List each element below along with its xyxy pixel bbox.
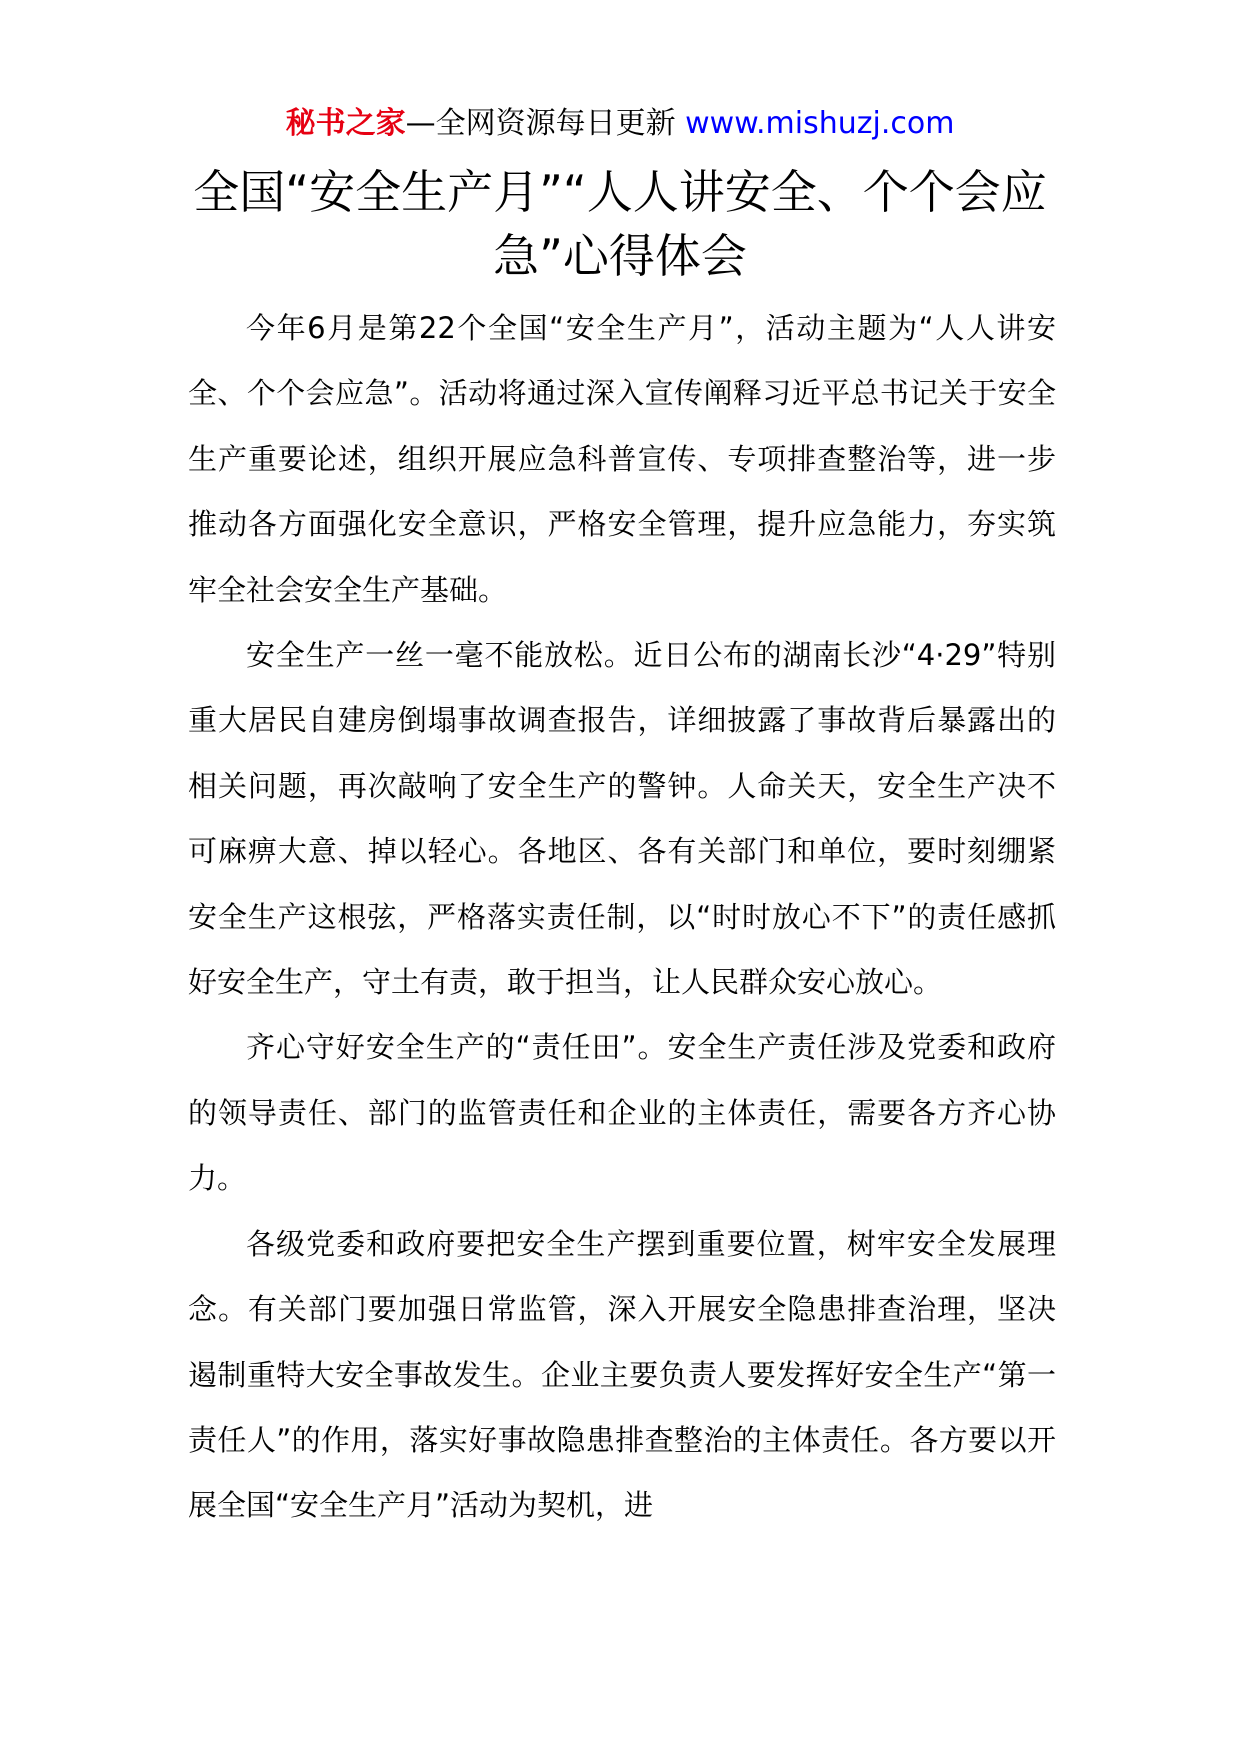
site-tagline: —全网资源每日更新 bbox=[405, 106, 676, 141]
paragraph: 今年6月是第22个全国“安全生产月”，活动主题为“人人讲安全、个个会应急”。活动将通过深入宣传阐释习近平总书记关于安全生产重要论述，组织开展应急科普宣传、专项排查整治等，进一步推动各方面强化安全意识，严格安全管理，提升应急能力，夯实筑牢全社会安全生产基础。 bbox=[188, 311, 1056, 607]
site-url-link[interactable]: www.mishuzj.com bbox=[685, 106, 955, 141]
site-brand: 秘书之家 bbox=[285, 106, 406, 141]
site-header bbox=[0, 100, 1240, 148]
paragraph: 各级党委和政府要把安全生产摆到重要位置，树牢安全发展理念。有关部门要加强日常监管，深入开展安全隐患排查治理，坚决遏制重特大安全事故发生。企业主要负责人要发挥好安全生产“第一责任人”的作用，落实好事故隐患排查整治的主体责任。各方要以开展全国“安全生产月”活动为契机，进 bbox=[188, 1226, 1056, 1523]
paragraph: 齐心守好安全生产的“责任田”。安全生产责任涉及党委和政府的领导责任、部门的监管责任和企业的主体责任，需要各方齐心协力。 bbox=[188, 1030, 1056, 1196]
paragraph: 安全生产一丝一毫不能放松。近日公布的湖南长沙“4·29”特别重大居民自建房倒塌事故调查报告，详细披露了事故背后暴露出的相关问题，再次敲响了安全生产的警钟。人命关天，安全生产决不可麻痹大意、掉以轻心。各地区、各有关部门和单位，要时刻绷紧安全生产这根弦，严格落实责任制，以“时时放心不下”的责任感抓好安全生产，守土有责，敢于担当，让人民群众安心放心。 bbox=[188, 638, 1056, 1000]
document-body bbox=[188, 296, 1056, 1539]
document-title: 全国“安全生产月”“人人讲安全、个个会应急”心得体会 bbox=[193, 165, 1047, 283]
